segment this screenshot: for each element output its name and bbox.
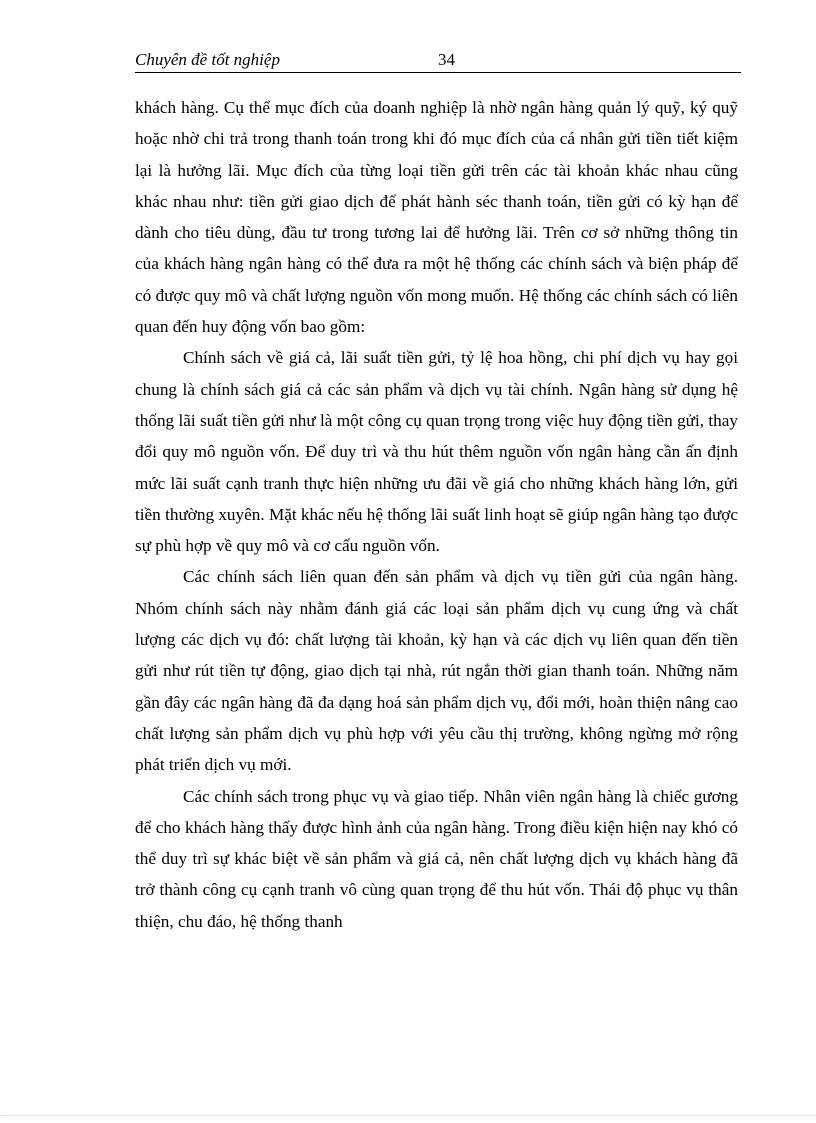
- paragraph: Các chính sách trong phục vụ và giao tiếp. Nhân viên ngân hàng là chiếc gương để cho khách hàng thấy được hình ảnh của ngân hàng. Trong điều kiện hiện nay khó có thể duy trì sự khác biệt về sản phẩm và giá cả, nên chất lượng dịch vụ khách hàng đã trở thành công cụ cạnh tranh vô cùng quan trọng để thu hút vốn. Thái độ phục vụ thân thiện, chu đáo, hệ thống thanh: [135, 786, 738, 931]
- paragraph: khách hàng. Cụ thể mục đích của doanh nghiệp là nhờ ngân hàng quản lý quỹ, ký quỹ hoặc nhờ chi trả trong thanh toán trong khi đó mục đích của cá nhân gửi tiền tiết kiệm lại là hưởng lãi. Mục đích của từng loại tiền gửi trên các tài khoản khác nhau cũng khác nhau như: tiền gửi giao dịch để phát hành séc thanh toán, tiền gửi có kỳ hạn để dành cho tiêu dùng, đầu tư trong tương lai để hưởng lãi. Trên cơ sở những thông tin của khách hàng ngân hàng có thể đưa ra một hệ thống các chính sách và biện pháp để có được quy mô và chất lượng nguồn vốn mong muốn. Hệ thống các chính sách có liên quan đến huy động vốn bao gồm:: [135, 98, 738, 337]
- paragraph: Chính sách về giá cả, lãi suất tiền gửi, tỷ lệ hoa hồng, chi phí dịch vụ hay gọi chung là chính sách giá cả các sản phẩm và dịch vụ tài chính. Ngân hàng sử dụng hệ thống lãi suất tiền gửi như là một công cụ quan trọng trong việc huy động tiền gửi, thay đổi quy mô nguồn vốn. Để duy trì và thu hút thêm nguồn vốn ngân hàng cần ấn định mức lãi suất cạnh tranh thực hiện những ưu đãi về giá cho những khách hàng lớn, gửi tiền thường xuyên. Mặt khác nếu hệ thống lãi suất linh hoạt sẽ giúp ngân hàng tạo được sự phù hợp về quy mô và cơ cấu nguồn vốn.: [135, 348, 738, 556]
- body-text: [135, 92, 738, 937]
- page-header: [135, 48, 741, 73]
- page-number: 34: [438, 50, 455, 69]
- footer-divider: [0, 1115, 816, 1116]
- header-title: Chuyên đề tốt nghiệp: [135, 50, 280, 69]
- paragraph: Các chính sách liên quan đến sản phẩm và dịch vụ tiền gửi của ngân hàng. Nhóm chính sách này nhằm đánh giá các loại sản phẩm dịch vụ cung ứng và chất lượng các dịch vụ đó: chất lượng tài khoản, kỳ hạn và các dịch vụ liên quan đến tiền gửi như rút tiền tự động, giao dịch tại nhà, rút ngắn thời gian thanh toán. Những năm gần đây các ngân hàng đã đa dạng hoá sản phẩm dịch vụ, đổi mới, hoàn thiện nâng cao chất lượng sản phẩm dịch vụ phù hợp với yêu cầu thị trường, không ngừng mở rộng phát triển dịch vụ mới.: [135, 567, 738, 775]
